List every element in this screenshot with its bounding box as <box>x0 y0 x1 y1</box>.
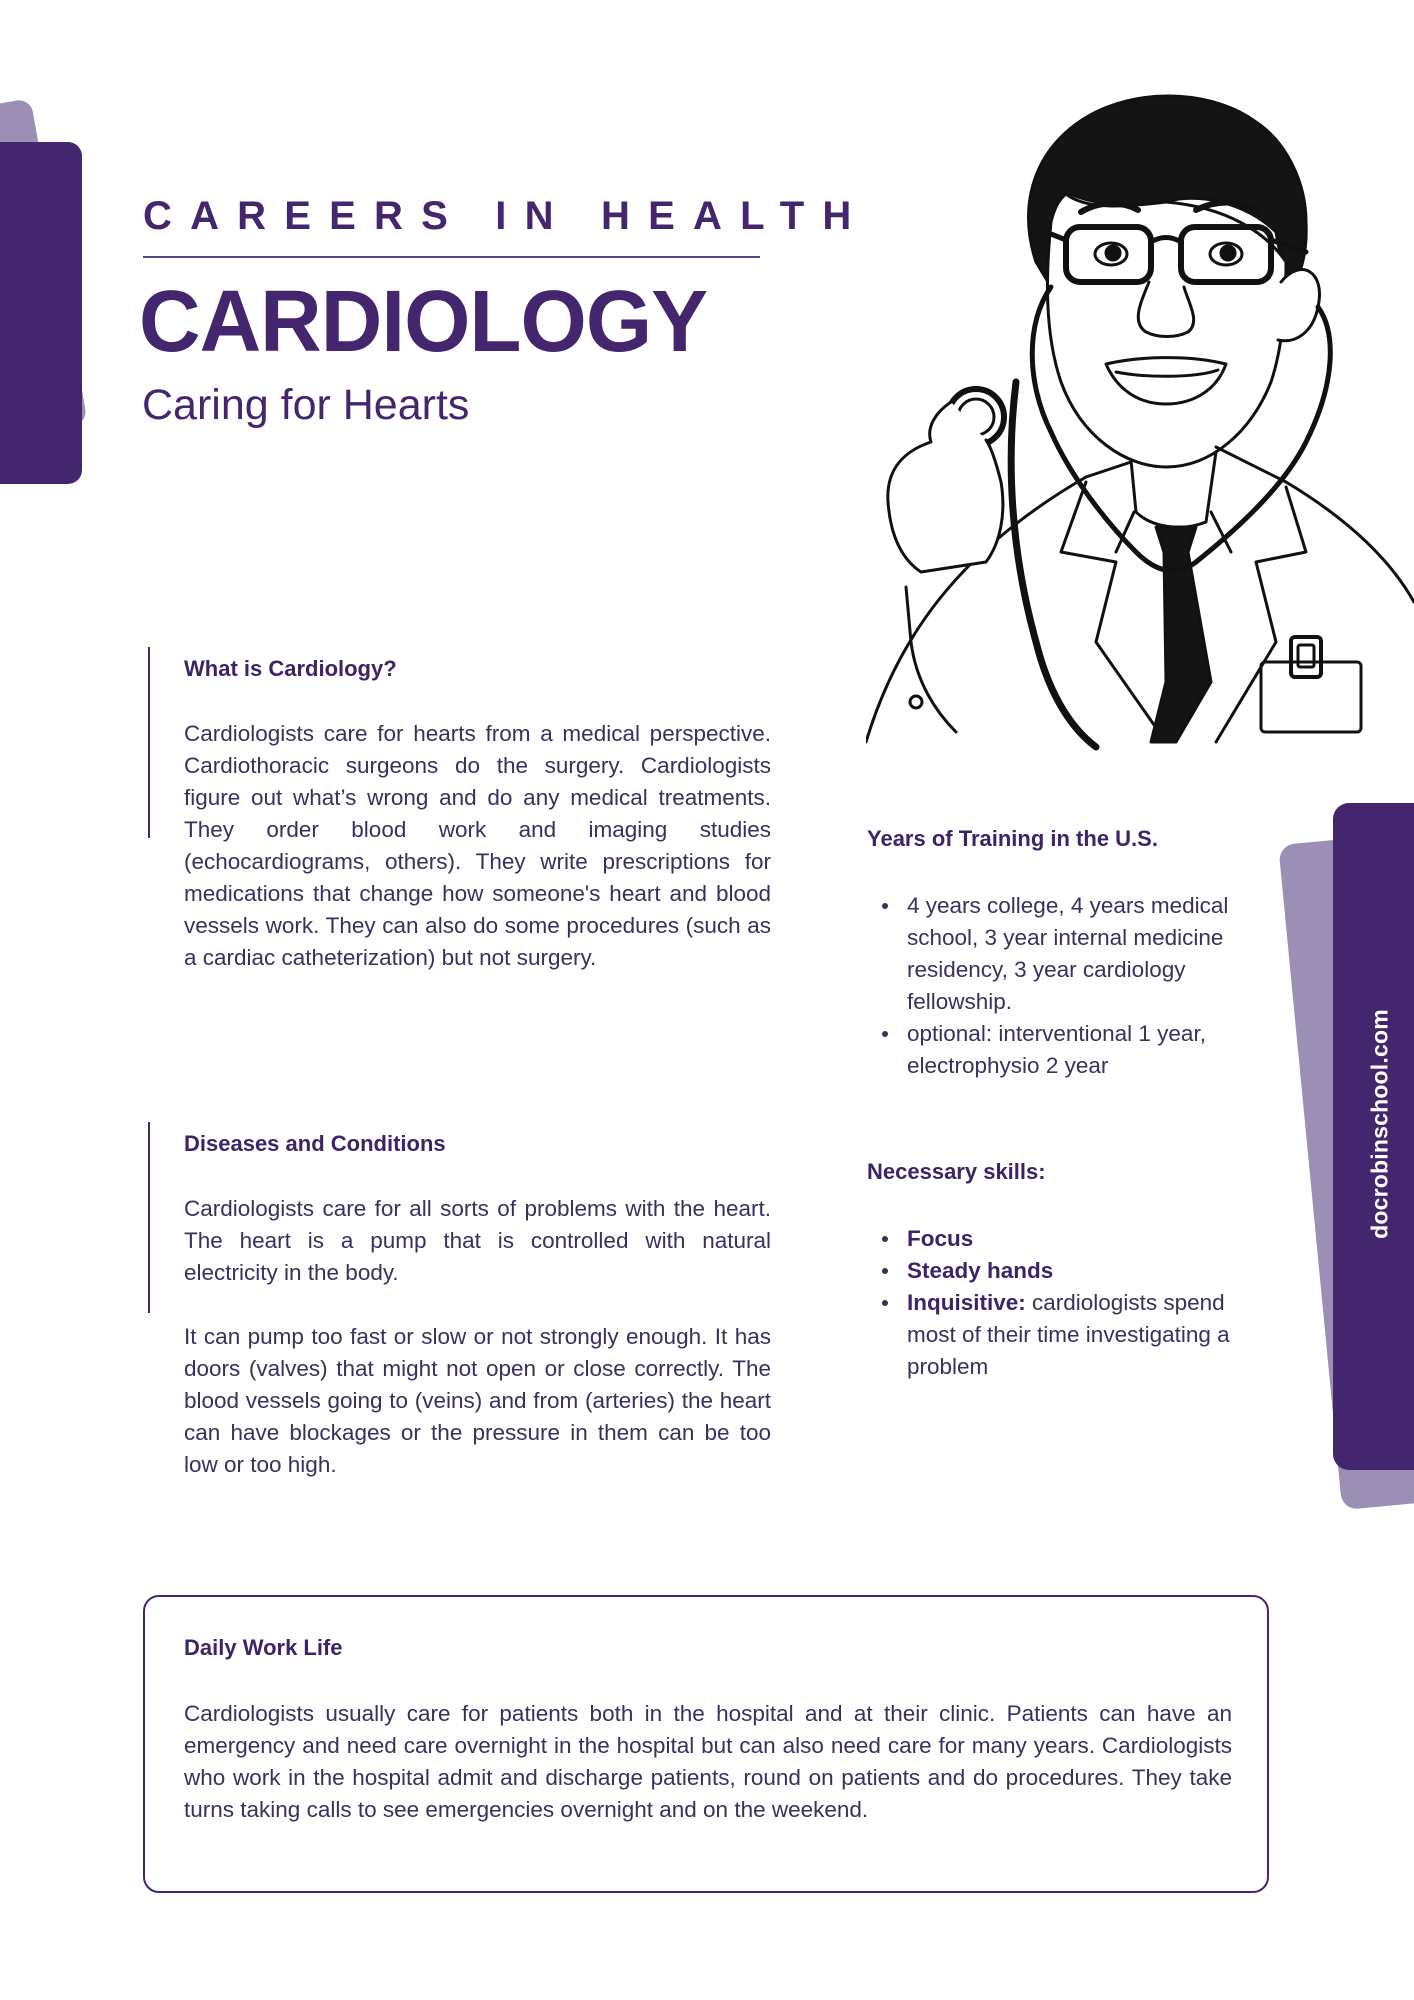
skill-name: Inquisitive: <box>907 1290 1026 1315</box>
list-item-text: 4 years college, 4 years medical school, 3 year internal medicine residency, 3 year cardiology fellowship. <box>907 893 1229 1014</box>
header-kicker: CAREERS IN HEALTH <box>143 194 870 238</box>
header-divider <box>143 256 760 258</box>
training-list <box>907 890 1277 1082</box>
list-item <box>907 1223 1277 1255</box>
section-accent-line <box>148 1122 150 1313</box>
paragraph: Cardiologists care for hearts from a medical perspective. Cardiothoracic surgeons do the surgery. Cardiologists figure out what’s wrong and do any medical treatments. They order blood work and imaging studies (echocardiograms, others). They write prescriptions for medications that change how someone's heart and blood vessels work. They can also do some procedures (such as a cardiac catheterization) but not surgery. <box>184 721 771 970</box>
face <box>1047 194 1286 467</box>
section-heading-diseases: Diseases and Conditions <box>184 1131 446 1156</box>
bullet-icon <box>882 1300 888 1306</box>
bullet-icon <box>882 1031 888 1037</box>
paragraph: Cardiologists care for all sorts of problems with the heart. The heart is a pump that is controlled with natural electricity in the body. <box>184 1196 771 1285</box>
page-title: CARDIOLOGY <box>139 273 708 370</box>
bullet-icon <box>882 1236 888 1242</box>
skill-description: cardiologists spend most of their time investigating a problem <box>907 1290 1230 1379</box>
ear <box>1278 270 1320 341</box>
list-item <box>907 1287 1277 1383</box>
paragraph: It can pump too fast or slow or not strongly enough. It has doors (valves) that might not open or close correctly. The blood vessels going to (veins) and from (arteries) the heart can have blockages or the pressure in them can be too low or too high. <box>184 1324 771 1477</box>
bullet-icon <box>882 903 888 909</box>
skill-name: Steady hands <box>907 1258 1054 1283</box>
section-heading-training: Years of Training in the U.S. <box>867 826 1158 851</box>
section-body-what-is-cardiology <box>184 718 771 974</box>
section-accent-line <box>148 647 150 838</box>
page-subtitle: Caring for Hearts <box>142 381 470 429</box>
list-item <box>907 1018 1277 1082</box>
skill-name: Focus <box>907 1226 974 1251</box>
section-heading-skills: Necessary skills: <box>867 1159 1046 1184</box>
id-badge <box>1291 637 1321 677</box>
doctor-illustration-icon <box>866 82 1414 752</box>
section-body-diseases-1 <box>184 1193 771 1289</box>
left-accent-bar <box>0 142 82 484</box>
list-item <box>907 1255 1277 1287</box>
paragraph: Cardiologists usually care for patients both in the hospital and at their clinic. Patients can have an emergency and need care overnight in the hospital but can also need care for many years. Cardiologists who work in the hospital admit and discharge patients, round on patients and do procedures. They take turns taking calls to see emergencies overnight and on the weekend. <box>184 1701 1232 1822</box>
section-heading-what-is-cardiology: What is Cardiology? <box>184 656 397 681</box>
list-item-text: optional: interventional 1 year, electrophysio 2 year <box>907 1021 1206 1078</box>
skills-list <box>907 1223 1277 1383</box>
section-body-daily-work-life <box>184 1698 1232 1826</box>
website-label: docrobinschool.com <box>1366 1009 1393 1239</box>
coat-pocket <box>1261 662 1361 732</box>
section-heading-daily-work-life: Daily Work Life <box>184 1635 343 1660</box>
list-item <box>907 890 1277 1018</box>
bullet-icon <box>882 1268 888 1274</box>
section-body-diseases-2 <box>184 1321 771 1481</box>
